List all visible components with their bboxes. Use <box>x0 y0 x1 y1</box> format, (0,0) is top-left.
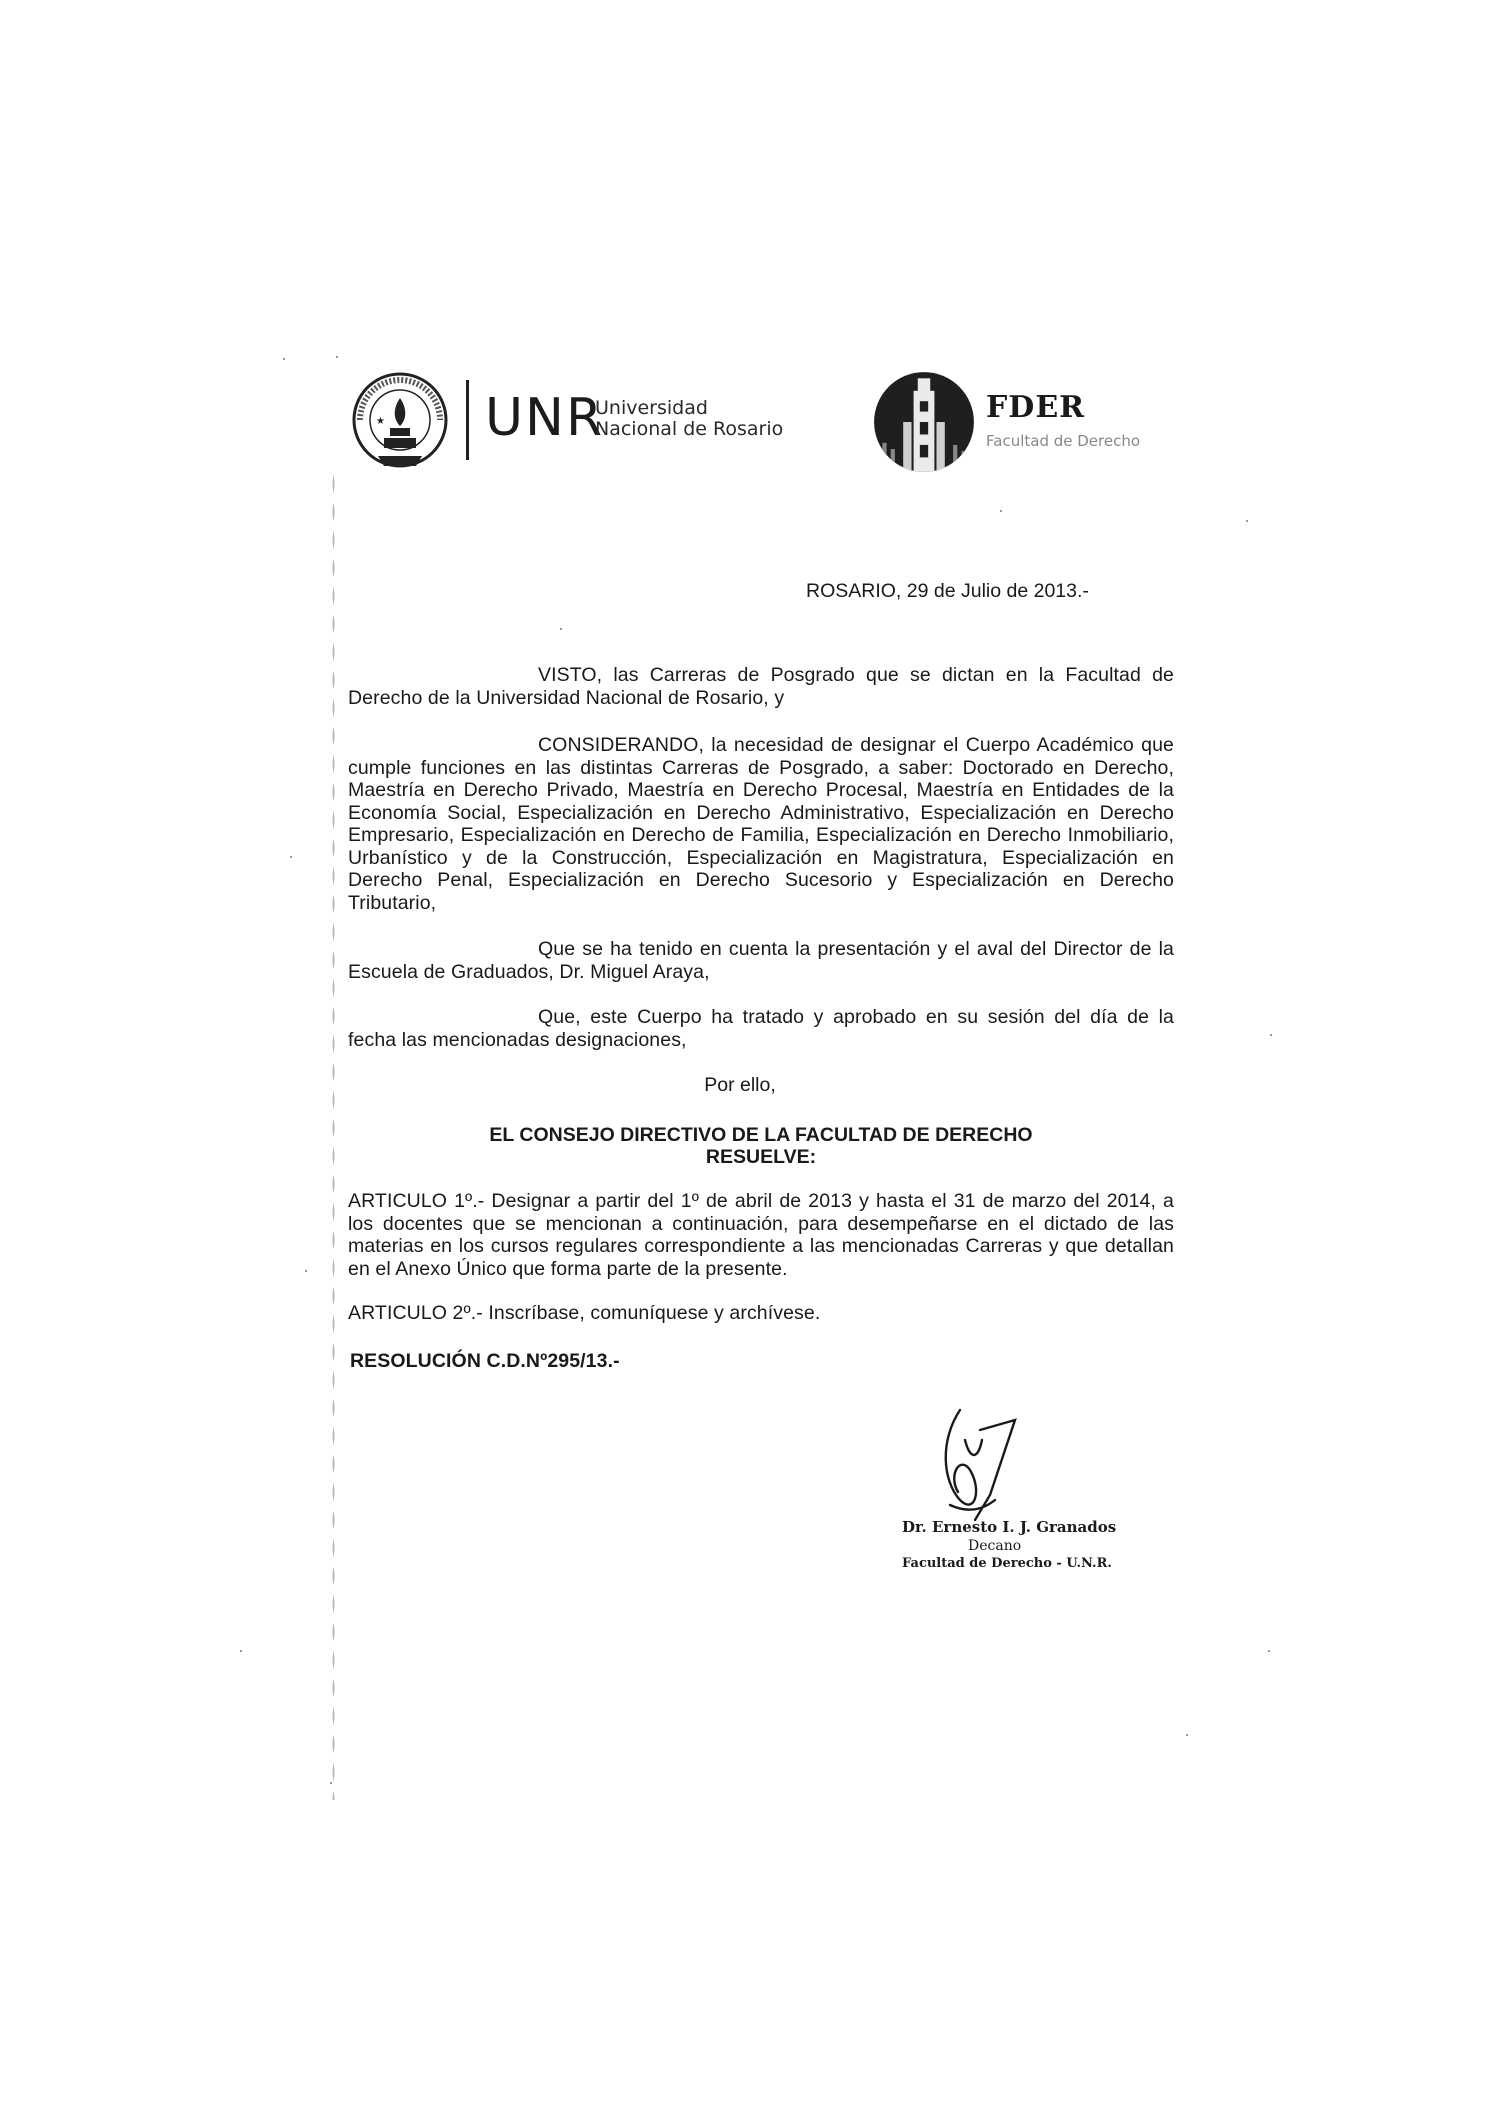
heading-consejo: EL CONSEJO DIRECTIVO DE LA FACULTAD DE DERECHO <box>489 1124 1033 1146</box>
heading-resuelve: RESUELVE: <box>705 1146 817 1168</box>
scan-speck <box>1186 1734 1188 1736</box>
paragraph-sesion: Que, este Cuerpo ha tratado y aprobado en su sesión del día de la fecha las mencionadas designaciones, <box>348 1006 1174 1051</box>
paragraph-considerando: CONSIDERANDO, la necesidad de designar el Cuerpo Académico que cumple funciones en las distintas Carreras de Posgrado, a saber: Doctorado en Derecho, Maestría en Derecho Privado, Maestría en Derecho Procesal, Maestría en Entidades de la Economía Social, Especialización en Derecho Administrativo, Especialización en Derecho Empresario, Especialización en Derecho de Familia, Especialización en Derecho Inmobiliario, Urbanístico y de la Construcción, Especialización en Magistratura, Especialización en Derecho Penal, Especialización en Derecho Sucesorio y Especialización en Derecho Tributario, <box>348 734 1174 914</box>
scan-speck <box>336 356 338 358</box>
unr-name-line2: Nacional de Rosario <box>595 418 784 440</box>
scan-speck <box>1000 510 1002 512</box>
scan-speck <box>1268 1650 1270 1652</box>
document-date: ROSARIO, 29 de Julio de 2013.- <box>806 580 1089 602</box>
fder-title: FDER <box>986 390 1086 425</box>
unr-seal-icon <box>350 370 450 470</box>
signatory-institution: Facultad de Derecho - U.N.R. <box>902 1556 1112 1571</box>
fder-subtitle: Facultad de Derecho <box>986 432 1141 450</box>
svg-text:★: ★ <box>376 416 385 427</box>
paragraph-articulo-1: ARTICULO 1º.- Designar a partir del 1º de abril de 2013 y hasta el 31 de marzo del 2014, a los docentes que se mencionan a continuación, para desempeñarse en el dictado de las materias en los cursos regulares correspondiente a las mencionadas Carreras y que detallan en el Anexo Único que forma parte de la presente. <box>348 1190 1174 1280</box>
letterhead <box>350 360 1150 480</box>
signatory-name: Dr. Ernesto I. J. Granados <box>902 1518 1117 1536</box>
scan-speck <box>560 628 562 630</box>
signatory-role: Decano <box>968 1538 1022 1554</box>
scan-speck <box>240 1650 242 1652</box>
paragraph-visto: VISTO, las Carreras de Posgrado que se dictan en la Facultad de Derecho de la Universidad Nacional de Rosario, y <box>348 664 1174 709</box>
scan-margin-dots <box>332 470 335 1800</box>
scan-speck <box>1246 520 1248 522</box>
resolution-number: RESOLUCIÓN C.D.Nº295/13.- <box>350 1350 620 1372</box>
unr-full-name <box>595 398 783 440</box>
scan-speck <box>305 1270 307 1272</box>
unr-acronym: UNR <box>485 388 605 448</box>
unr-name-line1: Universidad <box>595 397 708 419</box>
paragraph-articulo-2: ARTICULO 2º.- Inscríbase, comuníquese y archívese. <box>348 1302 821 1324</box>
signature-block <box>880 1400 1120 1580</box>
scan-speck <box>1270 1034 1272 1036</box>
scan-speck <box>283 358 285 360</box>
paragraph-por-ello: Por ello, <box>704 1074 776 1096</box>
scan-speck <box>330 1782 332 1784</box>
letterhead-divider <box>466 380 469 460</box>
scan-speck <box>290 856 292 858</box>
paragraph-presentacion: Que se ha tenido en cuenta la presentación y el aval del Director de la Escuela de Graduados, Dr. Miguel Araya, <box>348 938 1174 983</box>
fder-emblem-icon <box>872 370 976 474</box>
